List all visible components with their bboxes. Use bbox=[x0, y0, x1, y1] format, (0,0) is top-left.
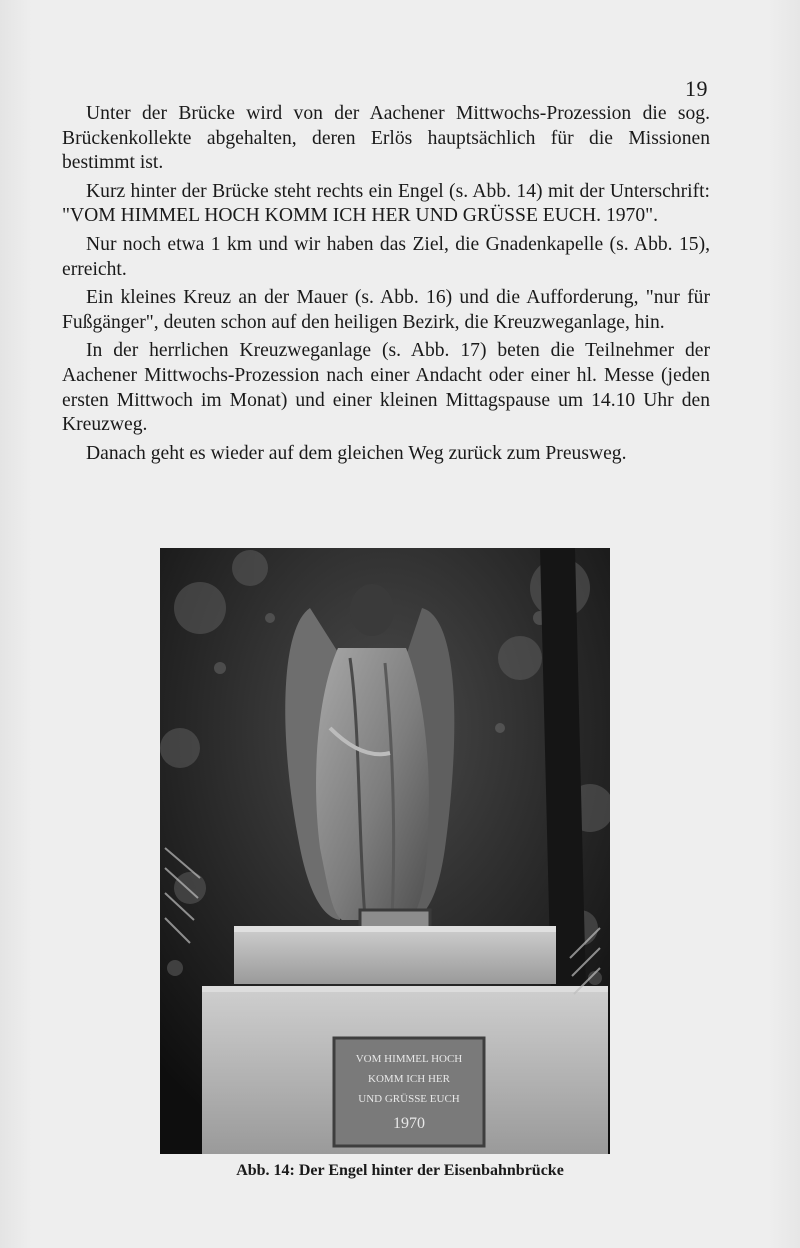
plaque-line-1: VOM HIMMEL HOCH bbox=[355, 1053, 463, 1065]
paragraph-angel: Kurz hinter der Brücke steht rechts ein Engel (s. Abb. 14) mit der Unterschrift: "VOM HIMMEL HOCH KOMM ICH HER UND GRÜSSE EUCH. 1970". bbox=[62, 180, 710, 227]
body-text bbox=[62, 102, 710, 470]
paragraph-return: Danach geht es wieder auf dem gleichen Weg zurück zum Preusweg. bbox=[86, 442, 627, 464]
plaque-line-2: KOMM ICH HER bbox=[368, 1073, 450, 1085]
figure-caption: Abb. 14: Der Engel hinter der Eisenbahnbrücke bbox=[236, 1162, 564, 1179]
paragraph-stations: In der herrlichen Kreuzweganlage (s. Abb. 17) beten die Teilnehmer der Aachener Mittwochs-Prozession nach einer Andacht oder einer hl. Messe (jeden ersten Mittwoch im Monat) und einer kleinen Mittagspause um 14.10 Uhr den Kreuzweg. bbox=[62, 340, 710, 436]
paragraph-bridge-collection: Unter der Brücke wird von der Aachener Mittwochs-Prozession die sog. Brückenkollekte abgehalten, deren Erlös hauptsächlich für die Missionen bestimmt ist. bbox=[62, 103, 710, 174]
plaque-line-3: UND GRÜSSE EUCH bbox=[358, 1093, 460, 1105]
plaque-year: 1970 bbox=[393, 1115, 425, 1132]
angel-statue-photo bbox=[160, 548, 610, 1154]
paragraph-chapel: Nur noch etwa 1 km und wir haben das Ziel, die Gnadenkapelle (s. Abb. 15), erreicht. bbox=[62, 233, 710, 280]
page-number: 19 bbox=[685, 76, 708, 101]
paragraph-cross: Ein kleines Kreuz an der Mauer (s. Abb. 16) und die Aufforderung, "nur für Fußgänger", deuten schon auf den heiligen Bezirk, die Kreuzweganlage, hin. bbox=[62, 287, 710, 333]
